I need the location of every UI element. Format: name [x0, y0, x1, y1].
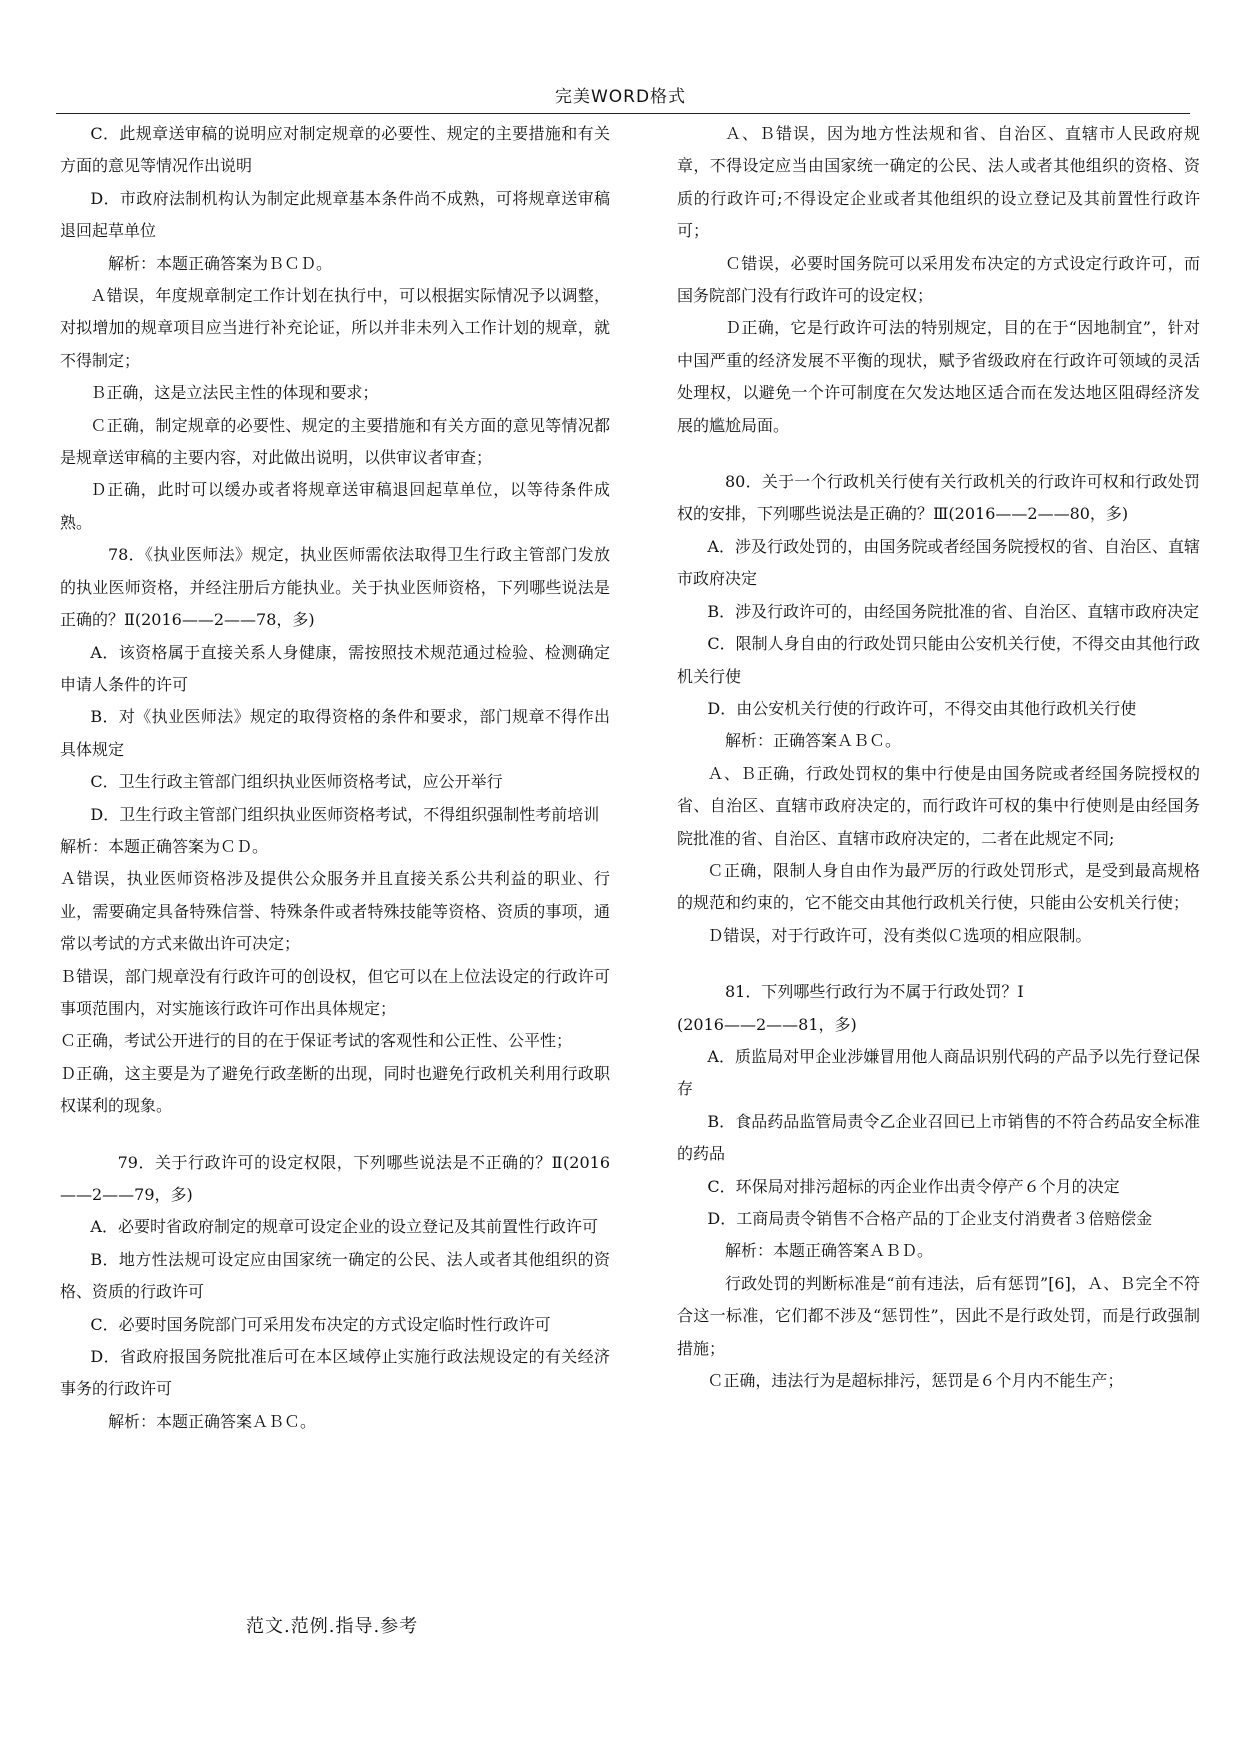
q79-option-a: A．必要时省政府制定的规章可设定企业的设立登记及其前置性行政许可 — [90, 1217, 598, 1237]
q81-option-d: D．工商局责令销售不合格产品的丁企业支付消费者３倍赔偿金 — [707, 1209, 1153, 1228]
q80-option-d: D．由公安机关行使的行政许可，不得交由其他行政机关行使 — [707, 698, 1137, 718]
explanation-b: Ｂ正确，这是立法民主性的体现和要求； — [90, 383, 379, 403]
q81-answer: 解析：本题正确答案ＡＢＤ。 — [725, 1241, 934, 1261]
q79-option-c: C．必要时国务院部门可采用发布决定的方式设定临时性行政许可 — [90, 1314, 551, 1334]
q79-explanation-c: Ｃ错误，必要时国务院可以采用发布决定的方式设定行政许可，而国务院部门没有行政许可的设定权； — [677, 253, 1200, 306]
q80-explanation-c: Ｃ正确，限制人身自由作为最严厉的行政处罚形式，是受到最高规格的规范和约束的，它不能交由其他行政机关行使，只能由公安机关行使； — [677, 860, 1200, 913]
q79-option-d: D．省政府报国务院批准后可在本区域停止实施行政法规设定的有关经济事务的行政许可 — [60, 1347, 610, 1399]
question-79: 79．关于行政许可的设定权限，下列哪些说法是不正确的？Ⅱ(2016——2——79，多) — [60, 1152, 610, 1204]
q81-option-c: C．环保局对排污超标的丙企业作出责令停产６个月的决定 — [707, 1176, 1120, 1196]
option-d-text: D．市政府法制机构认为制定此规章基本条件尚不成熟，可将规章送审稿退回起草单位 — [60, 188, 610, 241]
q80-option-b: B．涉及行政许可的，由经国务院批准的省、自治区、直辖市政府决定 — [707, 601, 1200, 621]
explanation-d: Ｄ正确，此时可以缓办或者将规章送审稿退回起草单位，以等待条件成熟。 — [60, 480, 610, 532]
q78-explanation-d: Ｄ正确，这主要是为了避免行政垄断的出现，同时也避免行政机关利用行政职权谋利的现象。 — [60, 1063, 610, 1116]
option-c-text: C．此规章送审稿的说明应对制定规章的必要性、规定的主要措施和有关方面的意见等情况作出说明 — [60, 124, 610, 176]
q79-explanation-d: Ｄ正确，它是行政许可法的特别规定，目的在于“因地制宜”，针对中国严重的经济发展不平衡的现状，赋予省级政府在行政许可领域的灵活处理权，以避免一个许可制度在欠发达地区适合而在发达地区阻碍经济发展的尴尬局面。 — [677, 318, 1200, 435]
q81-option-a: A．质监局对甲企业涉嫌冒用他人商品识别代码的产品予以先行登记保存 — [677, 1046, 1200, 1099]
explanation-a: Ａ错误，年度规章制定工作计划在执行中，可以根据实际情况予以调整，对拟增加的规章项目应当进行补充论证，所以并非未列入工作计划的规章，就不得制定； — [60, 286, 610, 370]
q78-explanation-a: Ａ错误，执业医师资格涉及提供公众服务并且直接关系公共利益的职业、行业，需要确定具备特殊信誉、特殊条件或者特殊技能等资格、资质的事项，通常以考试的方式来做出许可决定； — [60, 869, 610, 954]
q81-option-b: B．食品药品监管局责令乙企业召回已上市销售的不符合药品安全标准的药品 — [677, 1111, 1200, 1164]
spacer — [677, 952, 1200, 976]
q78-option-d: D．卫生行政主管部门组织执业医师资格考试，不得组织强制性考前培训 — [90, 804, 600, 824]
q78-explanation-c: Ｃ正确，考试公开进行的目的在于保证考试的客观性和公正性、公平性； — [60, 1031, 573, 1051]
answer-line: 解析：本题正确答案为ＢＣＤ。 — [108, 253, 333, 273]
q80-explanation-d: Ｄ错误，对于行政许可，没有类似Ｃ选项的相应限制。 — [707, 925, 1092, 945]
q78-option-b: B．对《执业医师法》规定的取得资格的条件和要求，部门规章不得作出具体规定 — [60, 707, 610, 759]
q80-answer: 解析：正确答案ＡＢＣ。 — [725, 731, 902, 751]
question-78: 78．《执业医师法》规定，执业医师需依法取得卫生行政主管部门发放的执业医师资格，并经注册后方能执业。关于执业医师资格，下列哪些说法是正确的？Ⅱ(2016——2——78，多) — [60, 545, 610, 630]
q78-option-c: C．卫生行政主管部门组织执业医师资格考试，应公开举行 — [90, 772, 503, 792]
spacer — [60, 1123, 610, 1147]
explanation-c: Ｃ正确，制定规章的必要性、规定的主要措施和有关方面的意见等情况都是规章送审稿的主要内容，对此做出说明，以供审议者审查； — [60, 415, 610, 468]
q81-explanation-c: Ｃ正确，违法行为是超标排污，惩罚是６个月内不能生产； — [707, 1371, 1124, 1391]
q80-option-a: A．涉及行政处罚的，由国务院或者经国务院授权的省、自治区、直辖市政府决定 — [677, 536, 1200, 589]
q79-explanation-ab: Ａ、Ｂ错误，因为地方性法规和省、自治区、直辖市人民政府规章，不得设定应当由国家统一确定的公民、法人或者其他组织的资格、资质的行政许可;不得设定企业或者其他组织的设立登记及其前置性行政许可； — [677, 124, 1200, 241]
spacer — [677, 442, 1200, 466]
q78-answer: 解析：本题正确答案为ＣＤ。 — [60, 836, 269, 856]
page-header: 完美WORD格式 — [554, 87, 687, 107]
question-80: 80．关于一个行政机关行使有关行政机关的行政许可权和行政处罚权的安排，下列哪些说法是正确的？Ⅲ(2016——2——80，多) — [677, 472, 1200, 524]
header-rule — [56, 113, 1190, 114]
q79-option-b: B．地方性法规可设定应由国家统一确定的公民、法人或者其他组织的资格、资质的行政许可 — [60, 1249, 610, 1302]
question-81-source: (2016——2——81，多) — [677, 1014, 857, 1034]
page-footer: 范文.范例.指导.参考 — [246, 1616, 419, 1637]
q78-option-a: A．该资格属于直接关系人身健康，需按照技术规范通过检验、检测确定申请人条件的许可 — [60, 642, 610, 694]
q81-explanation-ab: 行政处罚的判断标准是“前有违法，后有惩罚”[6]，Ａ、Ｂ完全不符合这一标准，它们都不涉及“惩罚性”，因此不是行政处罚，而是行政强制措施； — [677, 1273, 1200, 1358]
q78-explanation-b: Ｂ错误，部门规章没有行政许可的创设权，但它可以在上位法设定的行政许可事项范围内，对实施该行政许可作出具体规定； — [60, 966, 610, 1018]
right-column — [677, 118, 1200, 1397]
q80-explanation-ab: Ａ、Ｂ正确，行政处罚权的集中行使是由国务院或者经国务院授权的省、自治区、直辖市政府决定的，而行政许可权的集中行使则是由经国务院批准的省、自治区、直辖市政府决定的，二者在此规定不同; — [677, 763, 1200, 848]
question-81: 81．下列哪些行政行为不属于行政处罚？Ⅰ — [725, 982, 1024, 1002]
left-column — [60, 118, 610, 1438]
q79-answer: 解析：本题正确答案ＡＢＣ。 — [108, 1411, 317, 1431]
q80-option-c: C．限制人身自由的行政处罚只能由公安机关行使，不得交由其他行政机关行使 — [677, 634, 1200, 686]
